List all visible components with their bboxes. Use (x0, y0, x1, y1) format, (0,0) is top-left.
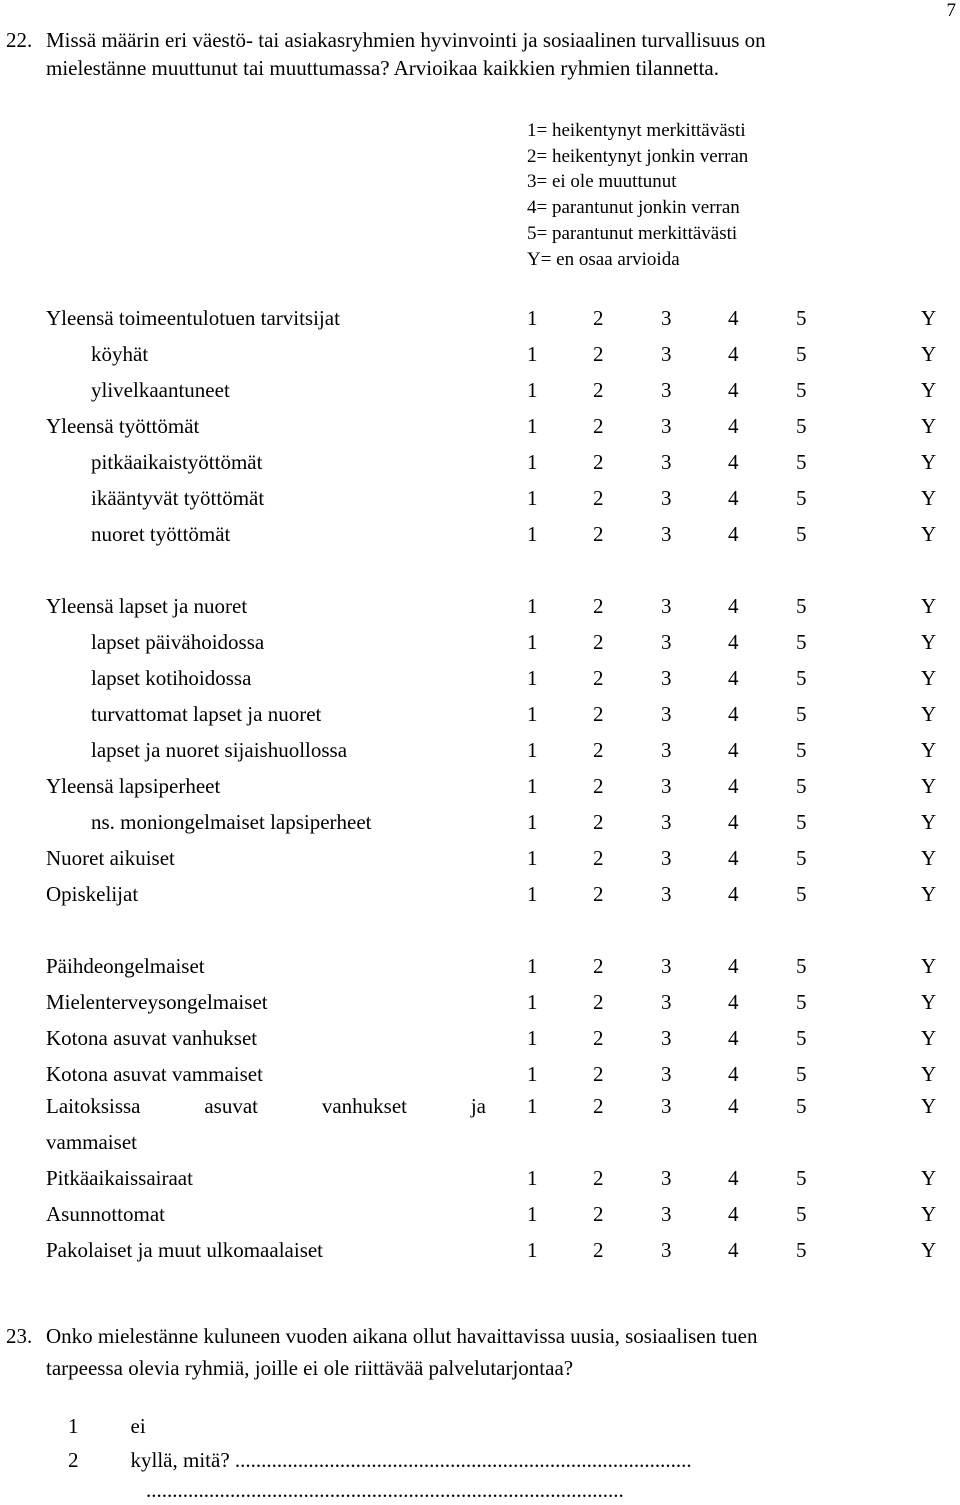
question-23-line-1 (6, 1324, 758, 1349)
rating-row (0, 882, 960, 916)
rating-option-5[interactable]: 5 (796, 1062, 807, 1086)
rating-option-4[interactable]: 4 (728, 522, 739, 546)
rating-option-y[interactable]: Y (921, 846, 937, 870)
rating-option-5[interactable]: 5 (796, 522, 807, 546)
rating-option-4[interactable]: 4 (728, 450, 739, 474)
rating-row (0, 774, 960, 808)
row-label-continuation: vammaiset (46, 1130, 137, 1154)
rating-option-1[interactable]: 1 (527, 882, 538, 906)
rating-option-5[interactable]: 5 (796, 738, 807, 762)
rating-option-4[interactable]: 4 (728, 378, 739, 402)
rating-option-3[interactable]: 3 (661, 882, 672, 906)
row-label: Yleensä lapset ja nuoret (46, 594, 248, 618)
question-22-line-2: mielestänne muuttunut tai muuttumassa? Arvioikaa kaikkien ryhmien tilannetta. (46, 56, 720, 80)
rating-option-5[interactable]: 5 (796, 882, 807, 906)
rating-option-3[interactable]: 3 (661, 990, 672, 1014)
rating-row (0, 1062, 960, 1096)
rating-option-3[interactable]: 3 (661, 630, 672, 654)
rating-option-2[interactable]: 2 (593, 810, 604, 834)
rating-option-1[interactable]: 1 (527, 774, 538, 798)
row-label: Asunnottomat (46, 1202, 165, 1226)
rating-row (0, 486, 960, 520)
rating-option-3[interactable]: 3 (661, 342, 672, 366)
rating-row (0, 378, 960, 412)
rating-option-y[interactable]: Y (921, 738, 937, 762)
rating-option-2[interactable]: 2 (593, 1202, 604, 1226)
answer-continuation-line[interactable]: ........................................................................................... (146, 1478, 624, 1502)
rating-option-5[interactable]: 5 (796, 450, 807, 474)
rating-option-2[interactable]: 2 (593, 486, 604, 510)
rating-option-5[interactable]: 5 (796, 954, 807, 978)
row-label: Laitoksissa asuvat vanhukset ja (46, 1094, 486, 1118)
legend-item: 2= heikentynyt jonkin verran (527, 145, 749, 167)
rating-option-3[interactable]: 3 (661, 702, 672, 726)
rating-option-2[interactable]: 2 (593, 738, 604, 762)
rating-row (0, 1094, 960, 1154)
row-label: lapset kotihoidossa (91, 666, 252, 690)
row-label: lapset ja nuoret sijaishuollossa (91, 738, 348, 762)
rating-option-5[interactable]: 5 (796, 1238, 807, 1262)
rating-option-2[interactable]: 2 (593, 522, 604, 546)
rating-option-3[interactable]: 3 (661, 810, 672, 834)
rating-row (0, 1166, 960, 1200)
rating-row (0, 630, 960, 664)
rating-option-4[interactable]: 4 (728, 990, 739, 1014)
answer-number: 1 (68, 1414, 79, 1438)
rating-option-y[interactable]: Y (921, 342, 937, 366)
rating-option-3[interactable]: 3 (661, 738, 672, 762)
rating-option-1[interactable]: 1 (527, 306, 538, 330)
rating-row (0, 1202, 960, 1236)
rating-row (0, 522, 960, 556)
rating-option-3[interactable]: 3 (661, 846, 672, 870)
rating-option-5[interactable]: 5 (796, 342, 807, 366)
rating-option-y[interactable]: Y (921, 954, 937, 978)
rating-option-1[interactable]: 1 (527, 1202, 538, 1226)
rating-option-4[interactable]: 4 (728, 306, 739, 330)
rating-option-4[interactable]: 4 (728, 486, 739, 510)
rating-option-y[interactable]: Y (921, 414, 937, 438)
rating-option-y[interactable]: Y (921, 774, 937, 798)
rating-option-y[interactable]: Y (921, 1062, 937, 1086)
rating-option-2[interactable]: 2 (593, 378, 604, 402)
question-23-number: 23. (6, 1324, 33, 1348)
rating-option-4[interactable]: 4 (728, 414, 739, 438)
rating-option-2[interactable]: 2 (593, 954, 604, 978)
rating-option-4[interactable]: 4 (728, 702, 739, 726)
rating-option-4[interactable]: 4 (728, 774, 739, 798)
row-label: nuoret työttömät (91, 522, 231, 546)
rating-row (0, 702, 960, 736)
rating-option-2[interactable]: 2 (593, 1026, 604, 1050)
row-label: ns. moniongelmaiset lapsiperheet (91, 810, 372, 834)
rating-option-y[interactable]: Y (921, 450, 937, 474)
answer-number: 2 (68, 1448, 79, 1472)
rating-option-y[interactable]: Y (921, 522, 937, 546)
rating-option-3[interactable]: 3 (661, 1202, 672, 1226)
rating-option-4[interactable]: 4 (728, 1094, 739, 1118)
rating-option-5[interactable]: 5 (796, 630, 807, 654)
rating-option-1[interactable]: 1 (527, 450, 538, 474)
row-label: Kotona asuvat vammaiset (46, 1062, 263, 1086)
row-label: ylivelkaantuneet (91, 378, 230, 402)
rating-option-5[interactable]: 5 (796, 594, 807, 618)
row-label: ikääntyvät työttömät (91, 486, 265, 510)
row-label: Yleensä työttömät (46, 414, 200, 438)
rating-option-3[interactable]: 3 (661, 414, 672, 438)
rating-row (0, 846, 960, 880)
question-22-number: 22. (6, 28, 33, 52)
rating-option-1[interactable]: 1 (527, 594, 538, 618)
question-23-line-2: tarpeessa olevia ryhmiä, joille ei ole riittävää palvelutarjontaa? (46, 1356, 574, 1380)
rating-option-2[interactable]: 2 (593, 666, 604, 690)
rating-option-5[interactable]: 5 (796, 990, 807, 1014)
rating-option-3[interactable]: 3 (661, 954, 672, 978)
rating-option-y[interactable]: Y (921, 990, 937, 1014)
legend-item: Y= en osaa arvioida (527, 248, 680, 270)
rating-option-y[interactable]: Y (921, 594, 937, 618)
row-label: köyhät (91, 342, 149, 366)
rating-option-3[interactable]: 3 (661, 774, 672, 798)
row-label: Opiskelijat (46, 882, 139, 906)
page-number: 7 (946, 0, 956, 21)
rating-option-5[interactable]: 5 (796, 1202, 807, 1226)
rating-row (0, 666, 960, 700)
rating-option-1[interactable]: 1 (527, 846, 538, 870)
rating-option-1[interactable]: 1 (527, 414, 538, 438)
rating-option-4[interactable]: 4 (728, 1026, 739, 1050)
rating-row (0, 450, 960, 484)
rating-option-5[interactable]: 5 (796, 486, 807, 510)
row-label: Yleensä lapsiperheet (46, 774, 221, 798)
row-label: Yleensä toimeentulotuen tarvitsijat (46, 306, 340, 330)
rating-option-4[interactable]: 4 (728, 738, 739, 762)
rating-option-1[interactable]: 1 (527, 954, 538, 978)
legend-item: 4= parantunut jonkin verran (527, 197, 740, 219)
rating-option-1[interactable]: 1 (527, 738, 538, 762)
rating-option-3[interactable]: 3 (661, 1062, 672, 1086)
legend-item: 3= ei ole muuttunut (527, 171, 677, 193)
answer-option-1[interactable] (68, 1414, 146, 1439)
rating-option-2[interactable]: 2 (593, 414, 604, 438)
rating-legend (527, 118, 748, 272)
rating-option-1[interactable]: 1 (527, 630, 538, 654)
row-label: pitkäaikaistyöttömät (91, 450, 263, 474)
rating-option-2[interactable]: 2 (593, 774, 604, 798)
question-22-text-1: Missä määrin eri väestö- tai asiakasryhmien hyvinvointi ja sosiaalinen turvallisuus on (46, 28, 766, 52)
rating-option-3[interactable]: 3 (661, 1238, 672, 1262)
rating-option-y[interactable]: Y (921, 702, 937, 726)
rating-row (0, 342, 960, 376)
question-23-text-1: Onko mielestänne kuluneen vuoden aikana ollut havaittavissa uusia, sosiaalisen tuen (46, 1324, 758, 1348)
row-label: Pakolaiset ja muut ulkomaalaiset (46, 1238, 324, 1262)
rating-option-5[interactable]: 5 (796, 774, 807, 798)
row-label: Päihdeongelmaiset (46, 954, 205, 978)
rating-option-y[interactable]: Y (921, 810, 937, 834)
rating-option-3[interactable]: 3 (661, 594, 672, 618)
rating-option-5[interactable]: 5 (796, 702, 807, 726)
rating-option-1[interactable]: 1 (527, 1062, 538, 1086)
rating-row (0, 1238, 960, 1272)
rating-option-4[interactable]: 4 (728, 594, 739, 618)
rating-option-4[interactable]: 4 (728, 666, 739, 690)
rating-option-2[interactable]: 2 (593, 882, 604, 906)
rating-option-2[interactable]: 2 (593, 306, 604, 330)
rating-option-5[interactable]: 5 (796, 666, 807, 690)
rating-option-3[interactable]: 3 (661, 522, 672, 546)
row-label: Pitkäaikaissairaat (46, 1166, 193, 1190)
rating-option-y[interactable]: Y (921, 630, 937, 654)
rating-option-2[interactable]: 2 (593, 630, 604, 654)
rating-option-4[interactable]: 4 (728, 1062, 739, 1086)
rating-option-y[interactable]: Y (921, 1026, 937, 1050)
rating-option-2[interactable]: 2 (593, 1062, 604, 1086)
rating-option-4[interactable]: 4 (728, 630, 739, 654)
answer-option-2[interactable] (68, 1448, 692, 1473)
rating-row (0, 954, 960, 988)
rating-option-4[interactable]: 4 (728, 342, 739, 366)
rating-option-4[interactable]: 4 (728, 954, 739, 978)
rating-option-y[interactable]: Y (921, 1094, 937, 1118)
rating-option-1[interactable]: 1 (527, 666, 538, 690)
rating-option-3[interactable]: 3 (661, 666, 672, 690)
rating-option-y[interactable]: Y (921, 1202, 937, 1226)
rating-option-3[interactable]: 3 (661, 1166, 672, 1190)
rating-row (0, 1026, 960, 1060)
rating-option-3[interactable]: 3 (661, 378, 672, 402)
rating-option-4[interactable]: 4 (728, 1166, 739, 1190)
rating-option-1[interactable]: 1 (527, 1238, 538, 1262)
rating-row (0, 594, 960, 628)
rating-option-y[interactable]: Y (921, 306, 937, 330)
rating-option-5[interactable]: 5 (796, 846, 807, 870)
rating-option-1[interactable]: 1 (527, 1026, 538, 1050)
rating-option-3[interactable]: 3 (661, 1094, 672, 1118)
row-label: Nuoret aikuiset (46, 846, 175, 870)
rating-option-1[interactable]: 1 (527, 342, 538, 366)
rating-option-4[interactable]: 4 (728, 882, 739, 906)
rating-option-4[interactable]: 4 (728, 810, 739, 834)
legend-item: 5= parantunut merkittävästi (527, 222, 738, 244)
rating-option-y[interactable]: Y (921, 1238, 937, 1262)
rating-option-3[interactable]: 3 (661, 486, 672, 510)
rating-option-2[interactable]: 2 (593, 342, 604, 366)
rating-option-5[interactable]: 5 (796, 306, 807, 330)
rating-option-1[interactable]: 1 (527, 486, 538, 510)
rating-option-4[interactable]: 4 (728, 1238, 739, 1262)
row-label: turvattomat lapset ja nuoret (91, 702, 322, 726)
row-label: Mielenterveysongelmaiset (46, 990, 268, 1014)
legend-item: 1= heikentynyt merkittävästi (527, 120, 746, 141)
rating-option-1[interactable]: 1 (527, 522, 538, 546)
rating-option-y[interactable]: Y (921, 1166, 937, 1190)
rating-option-5[interactable]: 5 (796, 810, 807, 834)
rating-option-4[interactable]: 4 (728, 1202, 739, 1226)
rating-option-y[interactable]: Y (921, 666, 937, 690)
answer-text: kyllä, mitä? ....................................................................................... (130, 1448, 692, 1472)
rating-option-2[interactable]: 2 (593, 846, 604, 870)
rating-option-2[interactable]: 2 (593, 450, 604, 474)
rating-option-1[interactable]: 1 (527, 990, 538, 1014)
row-label: Kotona asuvat vanhukset (46, 1026, 258, 1050)
rating-option-5[interactable]: 5 (796, 1166, 807, 1190)
rating-option-y[interactable]: Y (921, 882, 937, 906)
rating-option-2[interactable]: 2 (593, 1094, 604, 1118)
rating-option-4[interactable]: 4 (728, 846, 739, 870)
rating-option-5[interactable]: 5 (796, 1094, 807, 1118)
question-22-line-1 (6, 28, 766, 53)
rating-option-5[interactable]: 5 (796, 378, 807, 402)
rating-option-y[interactable]: Y (921, 486, 937, 510)
rating-option-y[interactable]: Y (921, 378, 937, 402)
rating-option-3[interactable]: 3 (661, 1026, 672, 1050)
rating-option-1[interactable]: 1 (527, 702, 538, 726)
rating-option-2[interactable]: 2 (593, 1238, 604, 1262)
rating-option-3[interactable]: 3 (661, 306, 672, 330)
rating-option-5[interactable]: 5 (796, 1026, 807, 1050)
rating-option-2[interactable]: 2 (593, 594, 604, 618)
rating-option-1[interactable]: 1 (527, 1094, 538, 1118)
rating-option-1[interactable]: 1 (527, 810, 538, 834)
row-label: lapset päivähoidossa (91, 630, 265, 654)
rating-row (0, 990, 960, 1024)
rating-option-5[interactable]: 5 (796, 414, 807, 438)
rating-option-2[interactable]: 2 (593, 990, 604, 1014)
rating-option-1[interactable]: 1 (527, 378, 538, 402)
rating-row (0, 414, 960, 448)
rating-option-2[interactable]: 2 (593, 1166, 604, 1190)
rating-row (0, 810, 960, 844)
rating-option-3[interactable]: 3 (661, 450, 672, 474)
rating-row (0, 738, 960, 772)
answer-text: ei (130, 1414, 146, 1438)
rating-option-2[interactable]: 2 (593, 702, 604, 726)
rating-option-1[interactable]: 1 (527, 1166, 538, 1190)
rating-row (0, 306, 960, 340)
